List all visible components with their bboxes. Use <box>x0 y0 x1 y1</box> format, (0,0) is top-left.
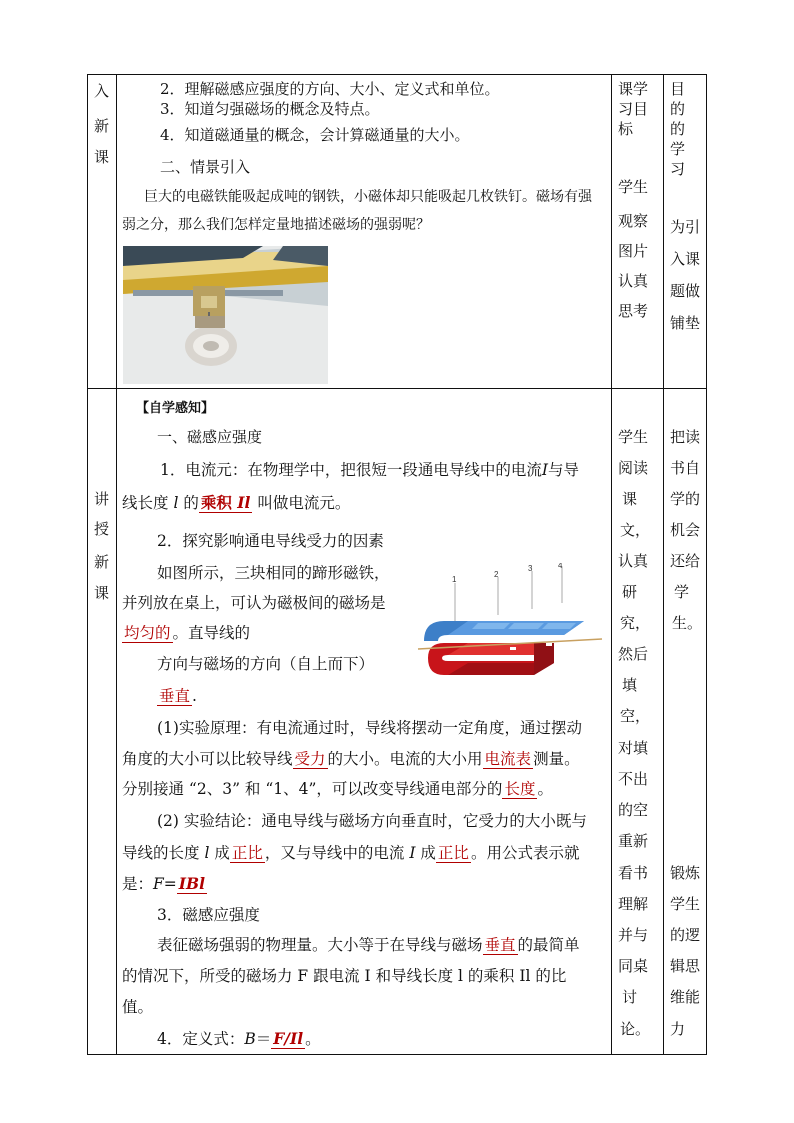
intro-paragraph: 弱之分，那么我们怎样定量地描述磁场的强弱呢？ <box>122 217 430 233</box>
objective-3: 3．知道匀强磁场的概念及特点。 <box>160 100 380 118</box>
paragraph-line: (1)实验原理：有电流通过时，导线将摆动一定角度，通过摆动 <box>157 719 582 737</box>
col-border-3 <box>663 74 664 1055</box>
magnet-label: 1 <box>452 575 457 584</box>
objective-4: 4．知道磁通量的概念，会计算磁通量的大小。 <box>160 126 470 144</box>
col-border-2 <box>611 74 612 1055</box>
paragraph-line: 角度的大小可以比较导线 受力 的大小。电流的大小用 电流表 测量。 <box>122 750 580 768</box>
paragraph-line: 方向与磁场的方向（自上而下） <box>157 655 375 673</box>
paragraph-line: 是：F= IBl <box>122 874 206 893</box>
col-border-right <box>706 74 707 1055</box>
objective-2: 2．理解磁感应强度的方向、大小、定义式和单位。 <box>160 80 500 98</box>
magnet-label: 4 <box>558 563 563 570</box>
intro-paragraph: 巨大的电磁铁能吸起成吨的钢铁，小磁体却只能吸起几枚铁钉。磁场有强 <box>144 189 592 205</box>
col-border-left <box>87 74 88 1055</box>
paragraph-line: 表征磁场强弱的物理量。大小等于在导线与磁场 垂直 的最简单 <box>157 936 580 954</box>
paragraph-line: 导线的长度 l 成 正比 ，又与导线中的电流 I 成 正比 。用公式表示就 <box>122 844 580 862</box>
paragraph-line: 的情况下，所受的磁场力 F 跟电流 I 和导线长度 l 的乘积 Il 的比 <box>122 967 567 985</box>
paragraph-line: 垂直 . <box>159 687 197 705</box>
paragraph-line: 4．定义式：B＝ F/Il 。 <box>157 1029 321 1048</box>
paragraph-line: 并列放在桌上，可认为磁极间的磁场是 <box>122 594 386 612</box>
magnet-label: 2 <box>494 570 499 579</box>
table-bottom-border <box>87 1054 707 1055</box>
horseshoe-magnets-figure <box>414 563 606 693</box>
paragraph-line: 如图所示，三块相同的蹄形磁铁， <box>157 564 390 582</box>
paragraph-line: 3．磁感应强度 <box>157 906 260 924</box>
paragraph-line: 值。 <box>122 998 154 1016</box>
paragraph-line: 均匀的 。直导线的 <box>124 624 251 642</box>
paragraph-line: 2．探究影响通电导线受力的因素 <box>157 532 384 550</box>
row-divider <box>87 388 707 389</box>
paragraph-line: 分别接通 “2、3” 和 “1、4”，可以改变导线通电部分的 长度 。 <box>122 780 553 798</box>
section-heading: 一、磁感应强度 <box>157 428 263 446</box>
col-border-1 <box>116 74 117 1055</box>
paragraph-line: 1．电流元：在物理学中，把很短一段通电导线中的电流I与导 <box>160 461 580 479</box>
paragraph-line: 线长度 l 的 乘积 Il 叫做电流元。 <box>122 493 351 512</box>
section-heading: 二、情景引入 <box>160 158 251 176</box>
crane-electromagnet-image <box>123 246 328 384</box>
self-study-heading: 【自学感知】 <box>136 401 215 416</box>
magnet-label: 3 <box>528 564 533 573</box>
paragraph-line: (2) 实验结论：通电导线与磁场方向垂直时，它受力的大小既与 <box>157 812 587 830</box>
table-top-border <box>87 74 707 75</box>
